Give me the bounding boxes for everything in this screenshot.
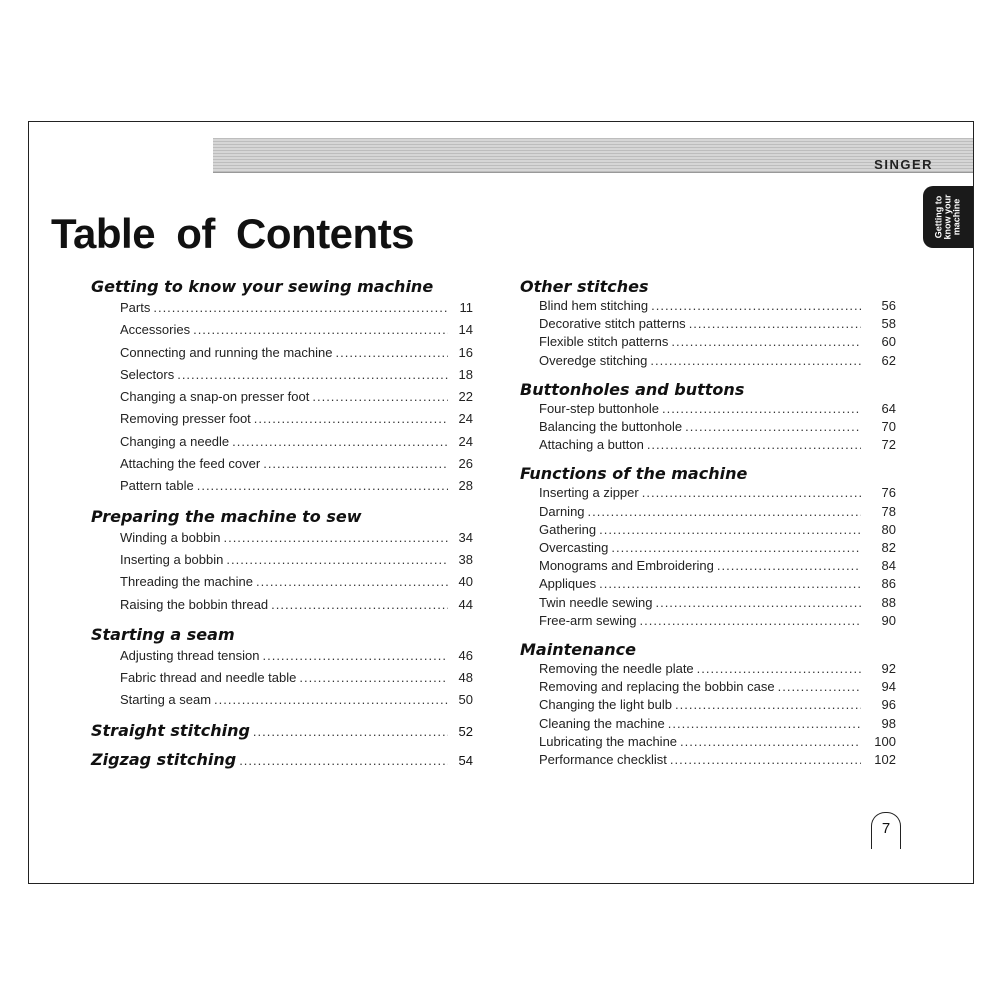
toc-entry — [520, 297, 896, 315]
dot-leader — [271, 594, 448, 616]
page-title: Table of Contents — [51, 210, 415, 257]
section-title: Getting to know your sewing machine — [91, 277, 434, 296]
entry-label: Starting a seam — [120, 692, 212, 708]
entry-label: Removing presser foot — [120, 411, 251, 427]
entry-label: Overedge stitching — [539, 352, 648, 368]
entry-label: Fabric thread and needle table — [120, 670, 297, 686]
toc-entry — [520, 418, 896, 436]
dot-leader — [650, 352, 861, 370]
toc-entry — [91, 408, 473, 430]
entry-label: Blind hem stitching — [539, 298, 649, 313]
entry-label: Decorative stitch patterns — [539, 316, 686, 332]
page-ref: 76 — [881, 485, 896, 501]
dot-leader — [177, 364, 448, 386]
toc-section-functions-of-the-machine — [520, 464, 896, 630]
dot-leader — [685, 418, 861, 436]
entry-label: Changing the light bulb — [539, 697, 672, 713]
page-ref: 94 — [881, 679, 896, 695]
toc-entry — [520, 521, 896, 539]
entry-label: Performance checklist — [539, 752, 667, 768]
entry-label: Darning — [539, 503, 585, 519]
page-ref: 24 — [458, 411, 473, 427]
toc-section-heading — [91, 625, 473, 645]
dot-leader — [717, 557, 861, 575]
entry-label: Inserting a zipper — [539, 485, 639, 501]
toc-section-heading — [520, 277, 896, 297]
toc-section-heading — [520, 640, 896, 660]
toc-entry — [520, 557, 896, 575]
section-title: Preparing the machine to sew — [91, 506, 362, 526]
section-title: Straight stitching — [91, 720, 250, 740]
toc-entry — [520, 660, 896, 678]
toc-section-straight-stitching — [91, 721, 473, 741]
toc-entry — [520, 696, 896, 714]
toc-section-getting-to-know-your-sewing-machine — [91, 277, 473, 498]
dot-leader — [778, 678, 861, 696]
dot-leader — [262, 645, 448, 667]
dot-leader — [675, 696, 861, 714]
page-ref: 100 — [874, 733, 896, 749]
toc-section-preparing-the-machine-to-sew — [91, 507, 473, 616]
entry-label: Winding a bobbin — [120, 529, 221, 545]
toc-entry — [91, 571, 473, 593]
page-number: 7 — [871, 812, 901, 849]
toc-entry — [91, 689, 473, 711]
entry-label: Cleaning the machine — [539, 715, 665, 731]
toc-section-heading — [91, 277, 473, 297]
section-title: Starting a seam — [91, 624, 235, 644]
page-ref: 92 — [881, 661, 896, 677]
dot-leader — [671, 333, 861, 351]
page-ref: 58 — [881, 316, 896, 332]
toc-entry — [520, 400, 896, 418]
toc-entry — [520, 715, 896, 733]
entry-label: Flexible stitch patterns — [539, 334, 669, 350]
page-ref: 24 — [458, 433, 473, 449]
entry-label: Free-arm sewing — [539, 612, 637, 628]
page-ref: 90 — [881, 612, 896, 628]
page-ref: 16 — [458, 344, 473, 360]
dot-leader — [153, 297, 448, 319]
dot-leader — [651, 297, 861, 315]
entry-label: Attaching the feed cover — [120, 456, 261, 472]
toc-entry — [520, 751, 896, 769]
toc-section-maintenance — [520, 640, 896, 769]
entry-label: Overcasting — [539, 540, 609, 556]
page-ref: 70 — [881, 419, 896, 435]
page-ref: 40 — [458, 574, 473, 590]
entry-label: Lubricating the machine — [539, 733, 678, 749]
dot-leader — [299, 667, 448, 689]
page-ref: 60 — [881, 334, 896, 350]
page-ref: 84 — [881, 558, 896, 574]
dot-leader — [197, 475, 448, 497]
dot-leader — [232, 431, 448, 453]
dot-leader — [193, 319, 448, 341]
entry-label: Accessories — [120, 322, 191, 338]
dot-leader — [223, 527, 448, 549]
toc-section-heading — [91, 507, 473, 527]
toc-entry — [91, 297, 473, 319]
page-ref: 11 — [459, 300, 473, 315]
entry-label: Changing a snap-on presser foot — [120, 389, 310, 405]
page-ref: 38 — [458, 551, 473, 567]
page-ref: 64 — [881, 400, 896, 416]
toc-entry — [91, 527, 473, 549]
page-ref: 44 — [458, 596, 473, 612]
page-ref: 54 — [458, 752, 473, 768]
page-ref: 96 — [881, 697, 896, 713]
page-ref: 26 — [458, 456, 473, 472]
section-title: Functions of the machine — [520, 464, 748, 484]
page-ref: 102 — [874, 752, 896, 768]
toc-entry — [91, 667, 473, 689]
page-ref: 50 — [458, 692, 473, 708]
toc-entry — [520, 539, 896, 557]
side-tab — [923, 186, 973, 248]
dot-leader — [655, 594, 861, 612]
page-ref: 48 — [458, 670, 473, 686]
toc-entry — [91, 594, 473, 616]
entry-label: Monograms and Embroidering — [539, 558, 714, 574]
page-ref: 52 — [458, 723, 473, 739]
toc-entry — [91, 645, 473, 667]
toc-entry — [91, 549, 473, 571]
manual-page — [28, 121, 974, 884]
entry-label: Connecting and running the machine — [120, 344, 333, 360]
section-title: Other stitches — [520, 277, 649, 296]
toc-entry — [91, 342, 473, 364]
entry-label: Twin needle sewing — [539, 594, 653, 610]
page-ref: 62 — [881, 352, 896, 368]
page-ref: 82 — [881, 540, 896, 556]
entry-label: Adjusting thread tension — [120, 647, 260, 663]
toc-entry — [520, 575, 896, 593]
page-ref: 14 — [458, 322, 473, 338]
dot-leader — [214, 689, 448, 711]
dot-leader — [697, 660, 861, 678]
side-tab-label: Getting to know your machine — [933, 194, 962, 240]
entry-label: Pattern table — [120, 478, 194, 494]
section-title: Buttonholes and buttons — [520, 379, 745, 399]
dot-leader — [662, 400, 861, 418]
brand-label: SINGER — [874, 157, 933, 172]
dot-leader — [668, 715, 861, 733]
page-ref: 72 — [881, 437, 896, 453]
entry-label: Gathering — [539, 521, 597, 537]
entry-label: Threading the machine — [120, 574, 253, 590]
dot-leader — [670, 751, 861, 769]
toc-entry — [91, 364, 473, 386]
toc-left-column — [91, 277, 473, 779]
toc-entry — [91, 431, 473, 453]
page-ref: 56 — [881, 298, 896, 313]
dot-leader — [599, 575, 861, 593]
toc-entry — [520, 352, 896, 370]
dot-leader — [254, 408, 448, 430]
toc-entry — [520, 612, 896, 630]
entry-label: Removing and replacing the bobbin case — [539, 679, 775, 695]
entry-label: Removing the needle plate — [539, 661, 694, 677]
entry-label: Selectors — [120, 366, 175, 382]
entry-label: Changing a needle — [120, 433, 230, 449]
entry-label: Parts — [120, 300, 151, 315]
toc-entry — [520, 484, 896, 502]
page-ref: 28 — [458, 478, 473, 494]
page-ref: 98 — [881, 715, 896, 731]
dot-leader — [680, 733, 861, 751]
page-ref: 18 — [458, 366, 473, 382]
toc-section-heading — [91, 721, 473, 741]
dot-leader — [335, 342, 448, 364]
toc-section-other-stitches — [520, 277, 896, 370]
page-ref: 46 — [458, 647, 473, 663]
dot-leader — [312, 386, 448, 408]
section-title: Maintenance — [520, 640, 637, 660]
dot-leader — [640, 612, 861, 630]
toc-entry — [520, 315, 896, 333]
toc-section-heading — [520, 380, 896, 400]
dot-leader — [226, 549, 448, 571]
entry-label: Balancing the buttonhole — [539, 419, 683, 435]
toc-entry — [520, 333, 896, 351]
toc-entry — [91, 475, 473, 497]
toc-entry — [520, 594, 896, 612]
page-ref: 86 — [881, 576, 896, 592]
dot-leader — [256, 571, 448, 593]
toc-entry — [520, 436, 896, 454]
dot-leader — [588, 503, 861, 521]
dot-leader — [239, 753, 448, 768]
toc-entry — [91, 319, 473, 341]
toc-section-buttonholes-and-buttons — [520, 380, 896, 455]
dot-leader — [611, 539, 861, 557]
entry-label: Four-step buttonhole — [539, 400, 659, 416]
toc-entry — [520, 503, 896, 521]
dot-leader — [647, 436, 861, 454]
entry-label: Attaching a button — [539, 437, 644, 453]
toc-entry — [91, 386, 473, 408]
toc-section-zigzag-stitching — [91, 750, 473, 770]
page-ref: 78 — [881, 503, 896, 519]
entry-label: Inserting a bobbin — [120, 551, 224, 567]
toc-section-heading — [520, 464, 896, 484]
toc-section-heading — [91, 750, 473, 770]
entry-label: Appliques — [539, 576, 597, 592]
header-band — [213, 138, 973, 173]
page-ref: 88 — [881, 594, 896, 610]
dot-leader — [263, 453, 448, 475]
page-ref: 34 — [458, 529, 473, 545]
toc-right-column — [520, 277, 896, 779]
dot-leader — [642, 484, 861, 502]
page-ref: 80 — [881, 521, 896, 537]
section-title: Zigzag stitching — [91, 749, 237, 769]
dot-leader — [253, 724, 448, 739]
dot-leader — [689, 315, 861, 333]
toc-entry — [520, 733, 896, 751]
page-ref: 22 — [458, 389, 473, 405]
entry-label: Raising the bobbin thread — [120, 596, 269, 612]
toc-entry — [91, 453, 473, 475]
toc-entry — [520, 678, 896, 696]
dot-leader — [599, 521, 861, 539]
toc-section-starting-a-seam — [91, 625, 473, 712]
